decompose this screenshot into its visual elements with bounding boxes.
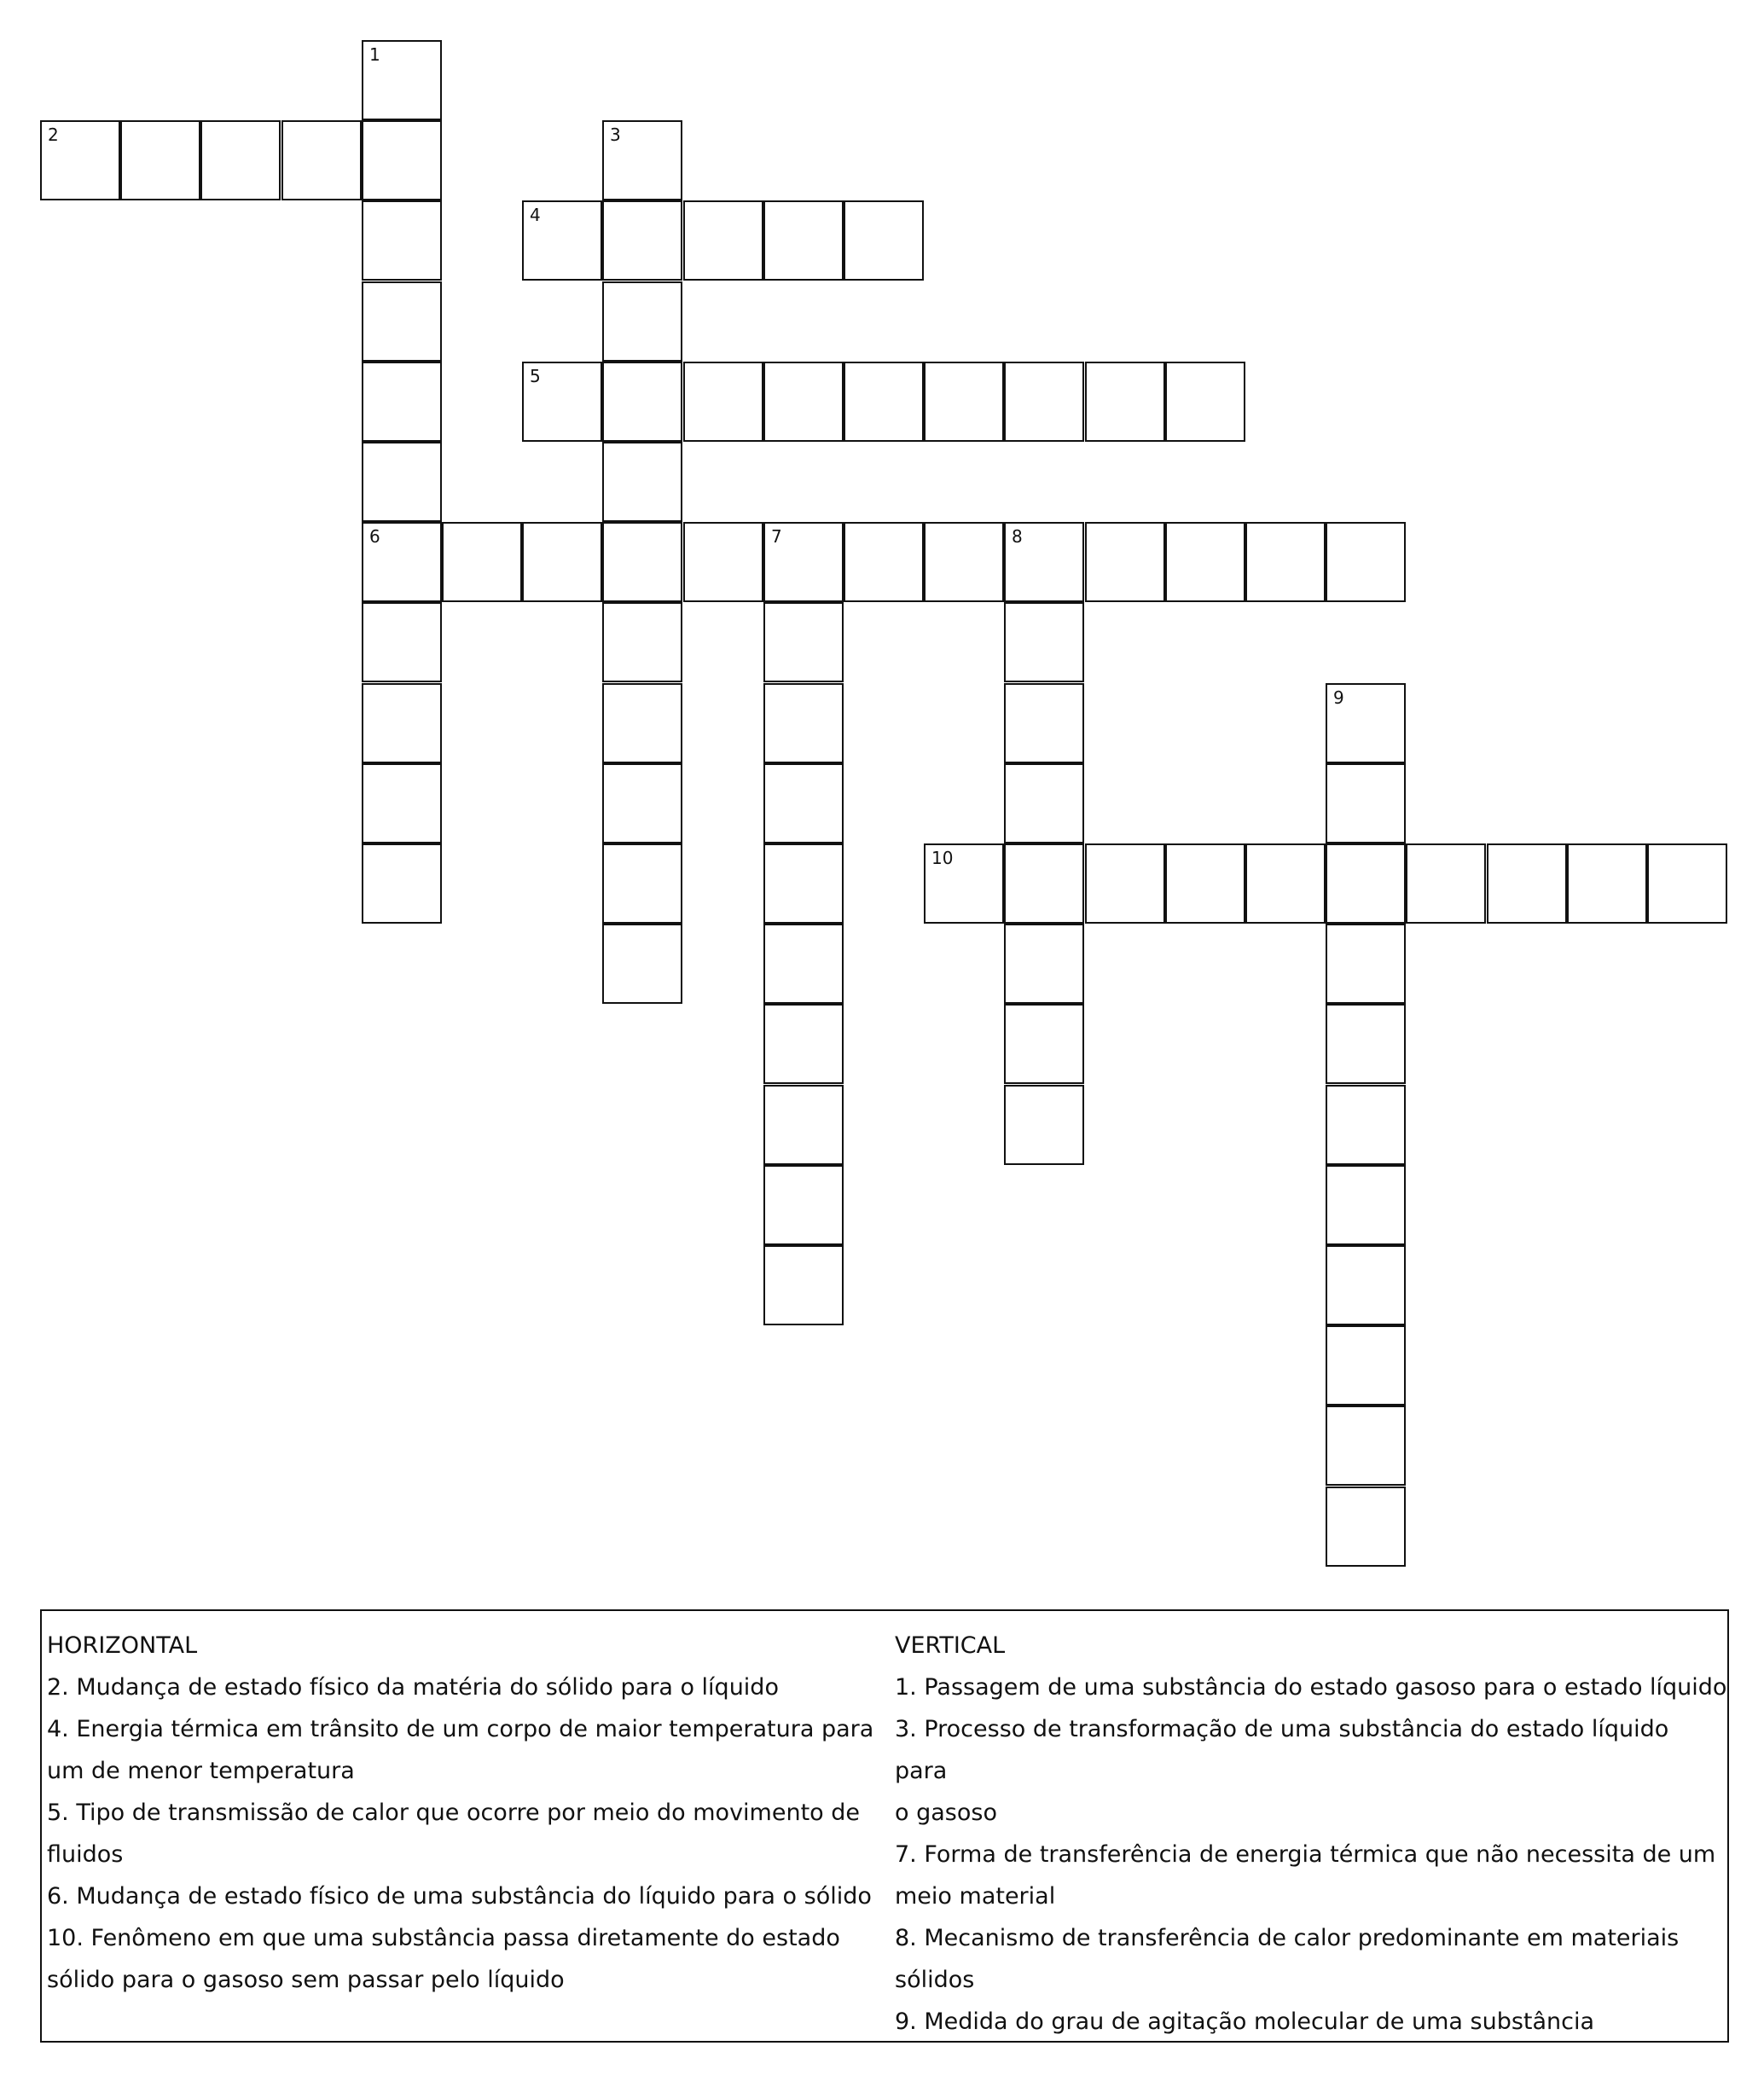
- cell-letter-input[interactable]: [685, 363, 762, 440]
- cell-letter-input[interactable]: [1006, 1087, 1082, 1163]
- grid-cell[interactable]: [1085, 522, 1165, 602]
- grid-cell[interactable]: [763, 763, 844, 843]
- cell-letter-input[interactable]: [845, 202, 922, 279]
- grid-cell[interactable]: [1326, 1487, 1406, 1567]
- grid-cell[interactable]: [1326, 1325, 1406, 1406]
- clue-number: 9: [1333, 687, 1344, 708]
- clue-number: 7: [771, 526, 782, 547]
- grid-cell[interactable]: [1245, 522, 1326, 602]
- grid-cell[interactable]: [602, 763, 682, 843]
- cell-letter-input[interactable]: [1327, 845, 1404, 922]
- grid-cell[interactable]: [362, 200, 442, 281]
- clue-number: 3: [610, 125, 621, 145]
- cell-letter-input[interactable]: [1247, 524, 1324, 600]
- grid-cell[interactable]: [1326, 1165, 1406, 1245]
- cell-letter-input[interactable]: [765, 765, 842, 842]
- cell-letter-input[interactable]: [363, 524, 440, 600]
- cell-letter-input[interactable]: [604, 443, 681, 520]
- grid-cell[interactable]: [844, 362, 924, 442]
- grid-cell[interactable]: [844, 200, 924, 281]
- grid-cell[interactable]: [683, 200, 763, 281]
- grid-cell[interactable]: [362, 120, 442, 200]
- cell-letter-input[interactable]: [765, 1087, 842, 1163]
- cell-letter-input[interactable]: [926, 363, 1002, 440]
- cell-letter-input[interactable]: [524, 524, 601, 600]
- grid-cell[interactable]: [1165, 522, 1245, 602]
- cell-letter-input[interactable]: [1327, 1006, 1404, 1082]
- grid-cell[interactable]: [1004, 843, 1084, 924]
- cell-letter-input[interactable]: [1087, 845, 1163, 922]
- cell-letter-input[interactable]: [765, 925, 842, 1002]
- cell-letter-input[interactable]: [1569, 845, 1645, 922]
- grid-cell[interactable]: [120, 120, 200, 200]
- grid-cell[interactable]: [602, 924, 682, 1004]
- cell-letter-input[interactable]: [1087, 363, 1163, 440]
- grid-cell[interactable]: [602, 683, 682, 763]
- cell-letter-input[interactable]: [604, 925, 681, 1002]
- grid-cell[interactable]: [763, 924, 844, 1004]
- grid-cell[interactable]: [1326, 1085, 1406, 1165]
- vertical-clue-line: o gasoso: [895, 1800, 997, 1826]
- cell-letter-input[interactable]: [604, 845, 681, 922]
- cell-letter-input[interactable]: [765, 363, 842, 440]
- grid-cell[interactable]: [522, 522, 602, 602]
- grid-cell[interactable]: [602, 602, 682, 682]
- cell-letter-input[interactable]: [765, 1247, 842, 1324]
- grid-cell[interactable]: [763, 602, 844, 682]
- grid-cell[interactable]: [763, 843, 844, 924]
- grid-cell[interactable]: [1165, 362, 1245, 442]
- clue-number: 1: [369, 44, 380, 65]
- cell-letter-input[interactable]: [604, 765, 681, 842]
- cell-letter-input[interactable]: [363, 122, 440, 199]
- cell-letter-input[interactable]: [1327, 765, 1404, 842]
- clue-number: 5: [530, 366, 541, 386]
- grid-cell[interactable]: [1326, 843, 1406, 924]
- cell-letter-input[interactable]: [363, 443, 440, 520]
- cell-letter-input[interactable]: [1006, 524, 1082, 600]
- vertical-clues-title: VERTICAL: [895, 1632, 1006, 1659]
- grid-cell[interactable]: [683, 522, 763, 602]
- cell-letter-input[interactable]: [363, 765, 440, 842]
- grid-cell[interactable]: [1004, 924, 1084, 1004]
- grid-cell[interactable]: [602, 200, 682, 281]
- grid-cell[interactable]: [1004, 602, 1084, 682]
- cell-letter-input[interactable]: [444, 524, 520, 600]
- cell-letter-input[interactable]: [604, 685, 681, 762]
- clue-number: 6: [369, 526, 380, 547]
- grid-cell[interactable]: [1326, 522, 1406, 602]
- grid-cell[interactable]: [1165, 843, 1245, 924]
- grid-cell[interactable]: [924, 843, 1004, 924]
- vertical-clues: [895, 1625, 1727, 2043]
- horizontal-clues: [47, 1625, 900, 2001]
- grid-cell[interactable]: [763, 362, 844, 442]
- cell-letter-input[interactable]: [926, 524, 1002, 600]
- grid-cell[interactable]: [1406, 843, 1486, 924]
- grid-cell[interactable]: [522, 200, 602, 281]
- horizontal-clue-line: um de menor temperatura: [47, 1758, 355, 1784]
- cell-letter-input[interactable]: [1327, 524, 1404, 600]
- cell-letter-input[interactable]: [283, 122, 360, 199]
- cell-letter-input[interactable]: [524, 363, 601, 440]
- grid-cell[interactable]: [1245, 843, 1326, 924]
- grid-cell[interactable]: [1004, 362, 1084, 442]
- cell-letter-input[interactable]: [765, 524, 842, 600]
- cell-letter-input[interactable]: [524, 202, 601, 279]
- cell-letter-input[interactable]: [1327, 1087, 1404, 1163]
- cell-letter-input[interactable]: [765, 845, 842, 922]
- cell-letter-input[interactable]: [1006, 685, 1082, 762]
- horizontal-clue-line: 2. Mudança de estado físico da matéria do sólido para o líquido: [47, 1674, 779, 1701]
- grid-cell[interactable]: [844, 522, 924, 602]
- grid-cell[interactable]: [683, 362, 763, 442]
- cell-letter-input[interactable]: [1167, 845, 1244, 922]
- cell-letter-input[interactable]: [1327, 685, 1404, 762]
- grid-cell[interactable]: [1326, 924, 1406, 1004]
- cell-letter-input[interactable]: [1327, 1327, 1404, 1404]
- grid-cell[interactable]: [763, 1245, 844, 1325]
- cell-letter-input[interactable]: [1649, 845, 1726, 922]
- cell-letter-input[interactable]: [363, 845, 440, 922]
- grid-cell[interactable]: [362, 602, 442, 682]
- cell-letter-input[interactable]: [604, 122, 681, 199]
- grid-cell[interactable]: [763, 200, 844, 281]
- grid-cell[interactable]: [1004, 1085, 1084, 1165]
- clue-number: 4: [530, 205, 541, 225]
- grid-cell[interactable]: [362, 683, 442, 763]
- cell-letter-input[interactable]: [1006, 765, 1082, 842]
- grid-cell[interactable]: [1004, 522, 1084, 602]
- horizontal-clue-line: fluidos: [47, 1841, 124, 1868]
- cell-letter-input[interactable]: [765, 685, 842, 762]
- horizontal-clue-line: 6. Mudança de estado físico de uma substância do líquido para o sólido: [47, 1883, 872, 1910]
- cell-letter-input[interactable]: [1327, 925, 1404, 1002]
- grid-cell[interactable]: [1085, 843, 1165, 924]
- grid-cell[interactable]: [602, 120, 682, 200]
- cell-letter-input[interactable]: [363, 363, 440, 440]
- vertical-clue-line: 7. Forma de transferência de energia térmica que não necessita de um: [895, 1841, 1716, 1868]
- grid-cell[interactable]: [362, 843, 442, 924]
- grid-cell[interactable]: [1567, 843, 1647, 924]
- grid-cell[interactable]: [1085, 362, 1165, 442]
- cell-letter-input[interactable]: [765, 604, 842, 681]
- cell-letter-input[interactable]: [1167, 363, 1244, 440]
- cell-letter-input[interactable]: [765, 1167, 842, 1243]
- grid-cell[interactable]: [522, 362, 602, 442]
- horizontal-clues-title: HORIZONTAL: [47, 1632, 198, 1659]
- grid-cell[interactable]: [362, 281, 442, 362]
- grid-cell[interactable]: [281, 120, 362, 200]
- cell-letter-input[interactable]: [363, 42, 440, 119]
- grid-cell[interactable]: [362, 442, 442, 522]
- grid-cell[interactable]: [362, 362, 442, 442]
- cell-letter-input[interactable]: [765, 202, 842, 279]
- grid-cell[interactable]: [763, 1085, 844, 1165]
- cell-letter-input[interactable]: [604, 604, 681, 681]
- clue-number: 10: [931, 848, 954, 868]
- cell-letter-input[interactable]: [604, 202, 681, 279]
- grid-cell[interactable]: [1326, 1245, 1406, 1325]
- cell-letter-input[interactable]: [1087, 524, 1163, 600]
- vertical-clue-line: meio material: [895, 1883, 1056, 1910]
- grid-cell[interactable]: [924, 362, 1004, 442]
- grid-cell[interactable]: [924, 522, 1004, 602]
- grid-cell[interactable]: [763, 683, 844, 763]
- grid-cell[interactable]: [442, 522, 522, 602]
- clue-number: 8: [1012, 526, 1023, 547]
- vertical-clue-line: sólidos: [895, 1967, 975, 1993]
- vertical-clue-line: 1. Passagem de uma substância do estado gasoso para o estado líquido: [895, 1674, 1727, 1701]
- grid-cell[interactable]: [362, 522, 442, 602]
- cell-letter-input[interactable]: [1247, 845, 1324, 922]
- cell-letter-input[interactable]: [1167, 524, 1244, 600]
- clue-number: 2: [48, 125, 59, 145]
- cell-letter-input[interactable]: [685, 524, 762, 600]
- cell-letter-input[interactable]: [1488, 845, 1565, 922]
- cell-letter-input[interactable]: [604, 524, 681, 600]
- cell-letter-input[interactable]: [1327, 1167, 1404, 1243]
- grid-cell[interactable]: [362, 40, 442, 120]
- vertical-clue-line: 3. Processo de transformação de uma substância do estado líquido para: [895, 1716, 1669, 1784]
- grid-cell[interactable]: [602, 522, 682, 602]
- grid-cell[interactable]: [1326, 763, 1406, 843]
- grid-cell[interactable]: [1004, 683, 1084, 763]
- cell-letter-input[interactable]: [122, 122, 199, 199]
- grid-cell[interactable]: [1004, 763, 1084, 843]
- grid-cell[interactable]: [602, 843, 682, 924]
- horizontal-clue-line: 5. Tipo de transmissão de calor que ocorre por meio do movimento de: [47, 1800, 861, 1826]
- vertical-clue-line: 9. Medida do grau de agitação molecular de uma substância: [895, 2008, 1595, 2035]
- cell-letter-input[interactable]: [1327, 1247, 1404, 1324]
- grid-cell[interactable]: [1647, 843, 1727, 924]
- grid-cell[interactable]: [1326, 1406, 1406, 1486]
- cell-letter-input[interactable]: [363, 685, 440, 762]
- grid-cell[interactable]: [1487, 843, 1567, 924]
- grid-cell[interactable]: [763, 1165, 844, 1245]
- cell-letter-input[interactable]: [604, 283, 681, 360]
- cell-letter-input[interactable]: [363, 202, 440, 279]
- cell-letter-input[interactable]: [363, 604, 440, 681]
- clues-box: [40, 1609, 1729, 2043]
- cell-letter-input[interactable]: [202, 122, 279, 199]
- grid-cell[interactable]: [602, 362, 682, 442]
- cell-letter-input[interactable]: [1327, 1407, 1404, 1484]
- grid-cell[interactable]: [1326, 1004, 1406, 1084]
- cell-letter-input[interactable]: [363, 283, 440, 360]
- cell-letter-input[interactable]: [1407, 845, 1484, 922]
- cell-letter-input[interactable]: [685, 202, 762, 279]
- grid-cell[interactable]: [763, 522, 844, 602]
- grid-cell[interactable]: [602, 442, 682, 522]
- cell-letter-input[interactable]: [845, 363, 922, 440]
- vertical-clue-line: 8. Mecanismo de transferência de calor predominante em materiais: [895, 1925, 1680, 1951]
- cell-letter-input[interactable]: [604, 363, 681, 440]
- cell-letter-input[interactable]: [1327, 1488, 1404, 1565]
- grid-cell[interactable]: [362, 763, 442, 843]
- grid-cell[interactable]: [200, 120, 281, 200]
- horizontal-clue-line: 10. Fenômeno em que uma substância passa diretamente do estado: [47, 1925, 840, 1951]
- cell-letter-input[interactable]: [926, 845, 1002, 922]
- cell-letter-input[interactable]: [1006, 845, 1082, 922]
- grid-cell[interactable]: [40, 120, 120, 200]
- grid-cell[interactable]: [1326, 683, 1406, 763]
- horizontal-clue-line: 4. Energia térmica em trânsito de um corpo de maior temperatura para: [47, 1716, 874, 1742]
- cell-letter-input[interactable]: [1006, 1006, 1082, 1082]
- cell-letter-input[interactable]: [845, 524, 922, 600]
- grid-cell[interactable]: [1004, 1004, 1084, 1084]
- cell-letter-input[interactable]: [42, 122, 119, 199]
- cell-letter-input[interactable]: [1006, 604, 1082, 681]
- grid-cell[interactable]: [602, 281, 682, 362]
- cell-letter-input[interactable]: [1006, 363, 1082, 440]
- cell-letter-input[interactable]: [765, 1006, 842, 1082]
- cell-letter-input[interactable]: [1006, 925, 1082, 1002]
- horizontal-clue-line: sólido para o gasoso sem passar pelo líquido: [47, 1967, 565, 1993]
- grid-cell[interactable]: [763, 1004, 844, 1084]
